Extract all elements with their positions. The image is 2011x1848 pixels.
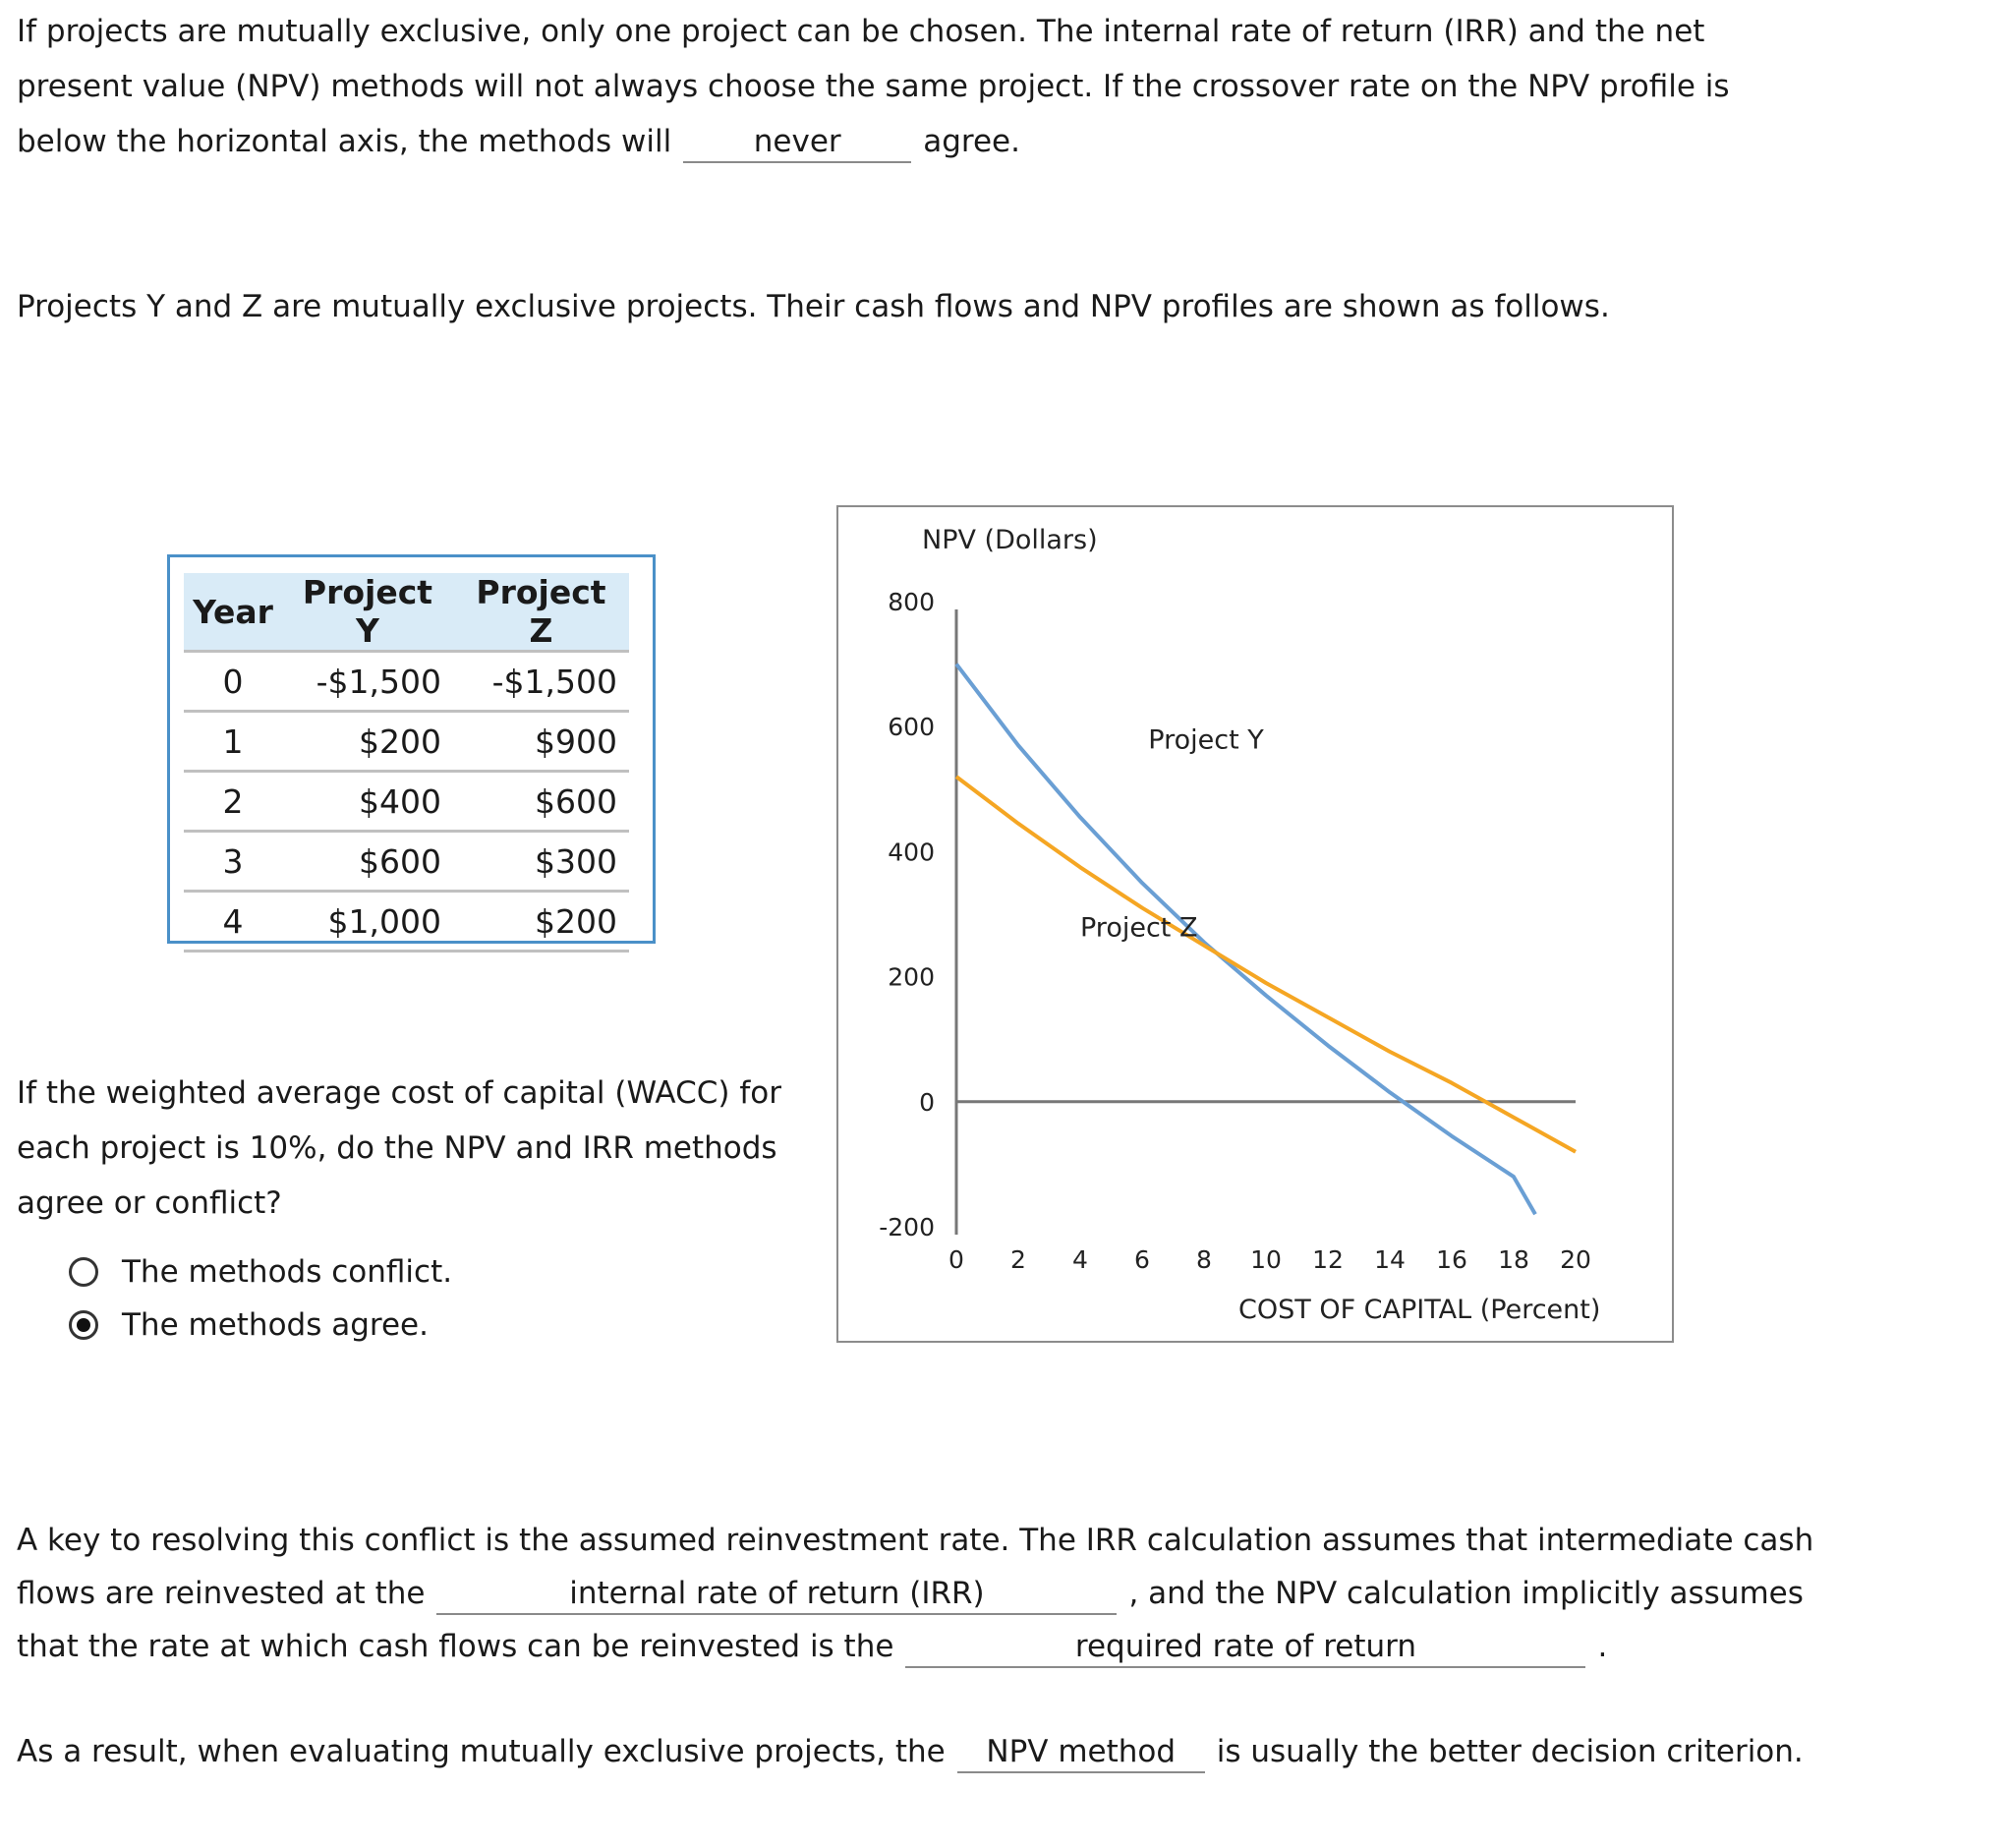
radio-agree[interactable] [69, 1310, 98, 1340]
y-tick-label: 0 [919, 1087, 935, 1117]
x-axis-label: COST OF CAPITAL (Percent) [1238, 1295, 1601, 1325]
intro-line-1: If projects are mutually exclusive, only one project can be chosen. The internal rate of return (IRR) and the net [17, 14, 1705, 49]
cell-project-y: $200 [282, 712, 453, 772]
cell-project-z: $600 [453, 772, 629, 832]
y-tick-label: 200 [888, 962, 935, 992]
x-tick-label: 0 [948, 1245, 964, 1274]
y-tick-label: 400 [888, 837, 935, 867]
header-year: Year [184, 573, 282, 652]
table-row [184, 712, 629, 772]
intro-line-3 [17, 114, 1730, 169]
series-line-project-z [956, 777, 1576, 1152]
intro-line-3-text: below the horizontal axis, the methods will [17, 124, 672, 159]
reinvest-line-2-text: flows are reinvested at the [17, 1576, 426, 1611]
agree-dropdown[interactable]: never [683, 122, 911, 163]
reinvestment-paragraph [17, 1514, 1813, 1673]
header-project-z: Project Z [453, 573, 629, 652]
option-conflict[interactable] [69, 1254, 452, 1290]
x-tick-label: 4 [1072, 1245, 1088, 1274]
cell-year: 0 [184, 652, 282, 712]
reinvest-line-2 [17, 1567, 1813, 1620]
series-label-project-y: Project Y [1148, 724, 1264, 756]
x-tick-label: 16 [1436, 1245, 1467, 1274]
intro-line-3-end: agree. [923, 124, 1020, 159]
y-axis-label: NPV (Dollars) [922, 525, 1098, 555]
x-tick-label: 14 [1374, 1245, 1406, 1274]
wacc-question: If the weighted average cost of capital (WACC) for each project is 10%, do the NPV and IRR methods agree or conflict? [17, 1075, 781, 1221]
option-agree[interactable] [69, 1307, 429, 1343]
table-row [184, 652, 629, 712]
cell-year: 4 [184, 892, 282, 952]
option-agree-label: The methods agree. [122, 1307, 429, 1343]
projects-intro: Projects Y and Z are mutually exclusive projects. Their cash flows and NPV profiles are shown as follows. [17, 289, 1610, 324]
reinvest-line-3-end: . [1597, 1629, 1608, 1664]
irr-reinvest-dropdown[interactable]: internal rate of return (IRR) [436, 1574, 1117, 1615]
npv-chart-svg [838, 507, 1672, 1341]
npv-chart-frame [836, 505, 1674, 1343]
series-label-project-z: Project Z [1080, 912, 1198, 944]
y-tick-label: 600 [888, 713, 935, 742]
intro-line-2: present value (NPV) methods will not always choose the same project. If the crossover rate on the NPV profile is [17, 69, 1730, 104]
table-row [184, 892, 629, 952]
reinvest-line-3 [17, 1620, 1813, 1673]
header-project-y: Project Y [282, 573, 453, 652]
intro-paragraph [17, 4, 1730, 169]
chart-axes [879, 588, 1591, 1274]
decision-criterion-dropdown[interactable]: NPV method [957, 1732, 1205, 1773]
npv-reinvest-dropdown[interactable]: required rate of return [905, 1627, 1585, 1668]
cell-project-y: $600 [282, 832, 453, 892]
chart-series [956, 664, 1576, 1215]
x-tick-label: 8 [1196, 1245, 1212, 1274]
x-tick-label: 18 [1498, 1245, 1529, 1274]
x-tick-label: 12 [1312, 1245, 1344, 1274]
x-tick-label: 10 [1250, 1245, 1282, 1274]
cell-year: 1 [184, 712, 282, 772]
cash-flow-table [184, 573, 629, 953]
cell-year: 2 [184, 772, 282, 832]
x-tick-label: 2 [1010, 1245, 1026, 1274]
conclusion-text: As a result, when evaluating mutually exclusive projects, the [17, 1734, 946, 1769]
x-tick-label: 20 [1560, 1245, 1591, 1274]
conclusion-paragraph [17, 1724, 1804, 1779]
reinvest-line-3-text: that the rate at which cash flows can be reinvested is the [17, 1629, 894, 1664]
cell-project-z: -$1,500 [453, 652, 629, 712]
y-tick-label: 800 [888, 588, 935, 616]
y-tick-label: -200 [879, 1213, 935, 1242]
option-conflict-label: The methods conflict. [122, 1254, 453, 1290]
x-tick-label: 6 [1134, 1245, 1150, 1274]
table-row [184, 832, 629, 892]
cell-project-z: $300 [453, 832, 629, 892]
cell-project-y: $1,000 [282, 892, 453, 952]
radio-conflict[interactable] [69, 1257, 98, 1287]
cell-project-z: $900 [453, 712, 629, 772]
cell-project-z: $200 [453, 892, 629, 952]
reinvest-line-1: A key to resolving this conflict is the assumed reinvestment rate. The IRR calculation assumes that intermediate cash [17, 1523, 1814, 1558]
cash-flow-table-box [167, 554, 656, 944]
conclusion-end: is usually the better decision criterion. [1216, 1734, 1804, 1769]
cell-year: 3 [184, 832, 282, 892]
cell-project-y: -$1,500 [282, 652, 453, 712]
reinvest-line-2-end: , and the NPV calculation implicitly assumes [1128, 1576, 1804, 1611]
cell-project-y: $400 [282, 772, 453, 832]
table-row [184, 772, 629, 832]
